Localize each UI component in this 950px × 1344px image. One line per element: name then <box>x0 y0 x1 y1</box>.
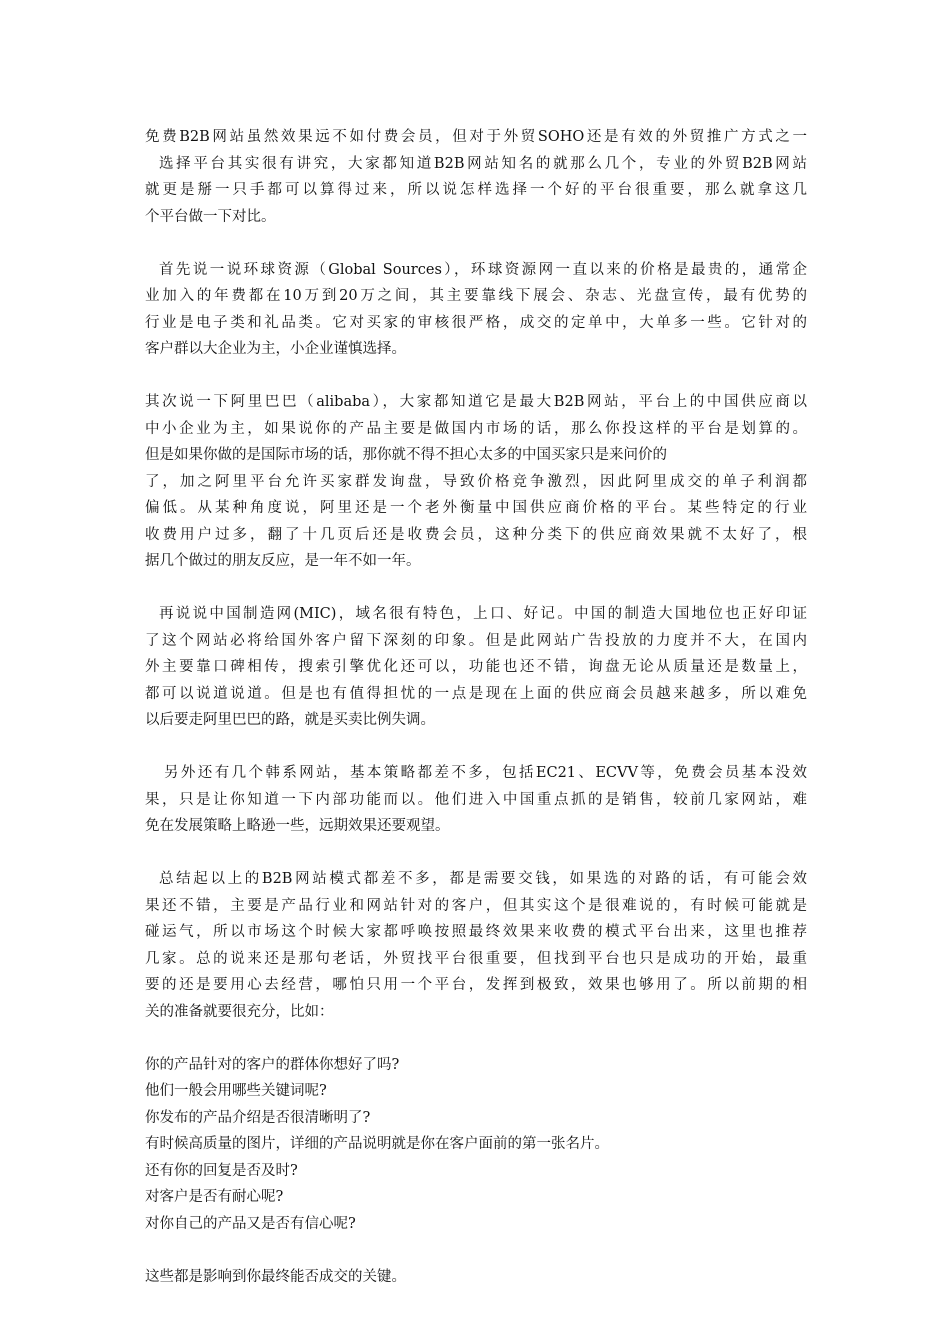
paragraph-intro <box>145 124 807 230</box>
paragraph-gap <box>145 1025 807 1052</box>
list-item: 对客户是否有耐心呢? <box>145 1189 284 1205</box>
text-line: 客户群以大企业为主，小企业谨慎选择。 <box>145 341 406 357</box>
paragraph-summary <box>145 866 807 1025</box>
text-line: 其次说一下阿里巴巴（alibaba），大家都知道它是最大B2B网站，平台上的中国供应商以 <box>145 394 807 410</box>
paragraph-global-sources <box>145 257 807 363</box>
text-line: 首先说一说环球资源（Global Sources），环球资源网一直以来的价格是最贵的，通常企 <box>159 261 807 278</box>
text-line: 碰运气，所以市场这个时候大家都呼唤按照最终效果来收费的模式平台出来，这里也推荐 <box>145 924 807 940</box>
paragraph-closing <box>145 1264 807 1291</box>
text-line: 免费B2B网站虽然效果远不如付费会员，但对于外贸SOHO还是有效的外贸推广方式之一 <box>145 129 807 145</box>
text-line: 个平台做一下对比。 <box>145 208 276 225</box>
text-line: 但是如果你做的是国际市场的话，那你就不得不担心太多的中国买家只是来问价的 <box>145 447 667 463</box>
text-line: 行业是电子类和礼品类。它对买家的审核很严格，成交的定单中，大单多一些。它针对的 <box>145 314 807 331</box>
paragraph-gap <box>145 734 807 761</box>
text-line: 几家。总的说来还是那句老话，外贸找平台很重要，但找到平台也只是成功的开始，最重 <box>145 950 807 967</box>
text-line: 都可以说道说道。但是也有值得担忧的一点是现在上面的供应商会员越来越多，所以难免 <box>145 685 807 702</box>
text-line: 就更是掰一只手都可以算得过来，所以说怎样选择一个好的平台很重要，那么就拿这几 <box>145 182 807 198</box>
paragraph-korean-sites <box>145 760 807 840</box>
text-line: 业加入的年费都在10万到20万之间，其主要靠线下展会、杂志、光盘宣传，最有优势的 <box>145 288 807 304</box>
list-item: 对你自己的产品又是否有信心呢? <box>145 1215 356 1232</box>
paragraph-alibaba <box>145 389 807 575</box>
list-item: 你发布的产品介绍是否很清晰明了? <box>145 1109 371 1126</box>
question-list <box>145 1052 807 1238</box>
text-line: 了，加之阿里平台允许买家群发询盘，导致价格竞争激烈，因此阿里成交的单子利润都 <box>145 473 807 490</box>
paragraph-gap <box>145 1237 807 1264</box>
text-line: 了这个网站必将给国外客户留下深刻的印象。但是此网站广告投放的力度并不大，在国内 <box>145 632 807 649</box>
list-item: 他们一般会用哪些关键词呢? <box>145 1083 327 1099</box>
text-line: 关的准备就要很充分，比如： <box>145 1003 334 1020</box>
list-item: 还有你的回复是否及时? <box>145 1162 298 1179</box>
text-line: 果，只是让你知道一下内部功能而以。他们进入中国重点抓的是销售，较前几家网站，难 <box>145 791 807 808</box>
paragraph-gap <box>145 575 807 602</box>
text-line: 收费用户过多，翻了十几页后还是收费会员，这种分类下的供应商效果就不太好了，根 <box>145 526 807 543</box>
text-line: 中小企业为主，如果说你的产品主要是做国内市场的话，那么你投这样的平台是划算的。 <box>145 420 807 437</box>
text-line: 据几个做过的朋友反应，是一年不如一年。 <box>145 553 421 569</box>
list-item: 你的产品针对的客户的群体你想好了吗? <box>145 1056 400 1073</box>
text-line: 选择平台其实很有讲究，大家都知道B2B网站知名的就那么几个，专业的外贸B2B网站 <box>159 155 807 172</box>
text-line: 再说说中国制造网(MIC)，域名很有特色，上口、好记。中国的制造大国地位也正好印证 <box>159 606 807 622</box>
document-body <box>145 124 807 1290</box>
paragraph-gap <box>145 363 807 390</box>
paragraph-made-in-china <box>145 601 807 734</box>
list-item: 有时候高质量的图片，详细的产品说明就是你在客户面前的第一张名片。 <box>145 1136 609 1152</box>
text-line: 偏低。从某种角度说，阿里还是一个老外衡量中国供应商价格的平台。某些特定的行业 <box>145 500 807 516</box>
text-line: 以后要走阿里巴巴的路，就是买卖比例失调。 <box>145 712 435 728</box>
text-line: 外主要靠口碑相传，搜索引擎优化还可以，功能也还不错，询盘无论从质量还是数量上， <box>145 659 807 675</box>
text-line: 总结起以上的B2B网站模式都差不多，都是需要交钱，如果选的对路的话，有可能会效 <box>159 871 807 887</box>
text-line: 果还不错，主要是产品行业和网站针对的客户，但其实这个是很难说的，有时候可能就是 <box>145 897 807 914</box>
text-line: 这些都是影响到你最终能否成交的关键。 <box>145 1268 406 1285</box>
text-line: 另外还有几个韩系网站，基本策略都差不多，包括EC21、ECVV等，免费会员基本没效 <box>164 765 807 781</box>
paragraph-gap <box>145 840 807 867</box>
text-line: 要的还是要用心去经营，哪怕只用一个平台，发挥到极致，效果也够用了。所以前期的相 <box>145 977 807 993</box>
paragraph-gap <box>145 230 807 257</box>
text-line: 免在发展策略上略逊一些，远期效果还要观望。 <box>145 818 450 834</box>
